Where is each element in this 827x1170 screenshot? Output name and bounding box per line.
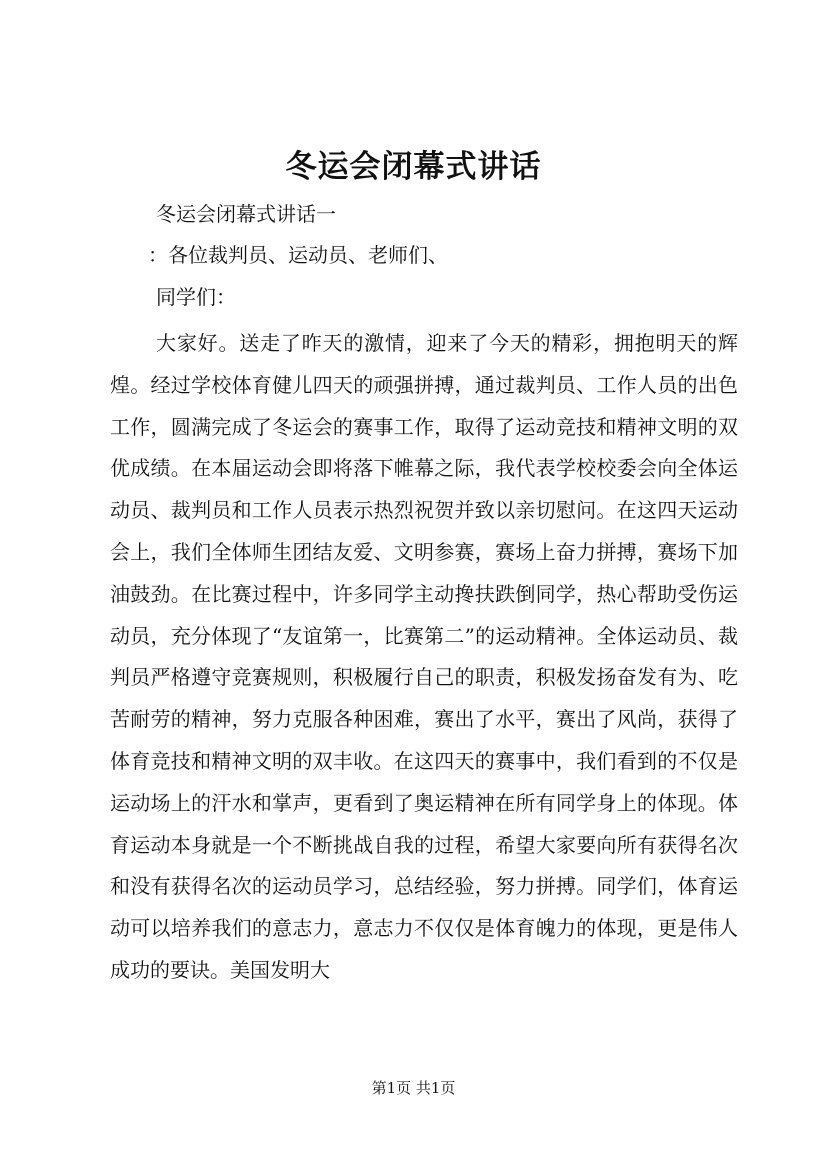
document-title: 冬运会闭幕式讲话 <box>285 149 542 185</box>
body-paragraph: 大家好。送走了昨天的激情，迎来了今天的精彩，拥抱明天的辉煌。经过学校体育健儿四天的顽强拼搏，通过裁判员、工作人员的出色工作，圆满完成了冬运会的赛事工作，取得了运动竞技和精神文明的双优成绩。在本届运动会即将落下帷幕之际，我代表学校校委会向全体运动员、裁判员和工作人员表示热烈祝贺并致以亲切慰问。在这四天运动会上，我们全体师生团结友爱、文明参赛，赛场上奋力拼搏，赛场下加油鼓劲。在比赛过程中，许多同学主动搀扶跌倒同学，热心帮助受伤运动员，充分体现了“友谊第一，比赛第二”的运动精神。全体运动员、裁判员严格遵守竞赛规则，积极履行自己的职责，积极发扬奋发有为、吃苦耐劳的精神，努力克服各种困难，赛出了水平，赛出了风尚，获得了体育竞技和精神文明的双丰收。在这四天的赛事中，我们看到的不仅是运动场上的汗水和掌声，更看到了奥运精神在所有同学身上的体现。体育运动本身就是一个不断挑战自我的过程，希望大家要向所有获得名次和没有获得名次的运动员学习，总结经验，努力拼搏。同学们，体育运动可以培养我们的意志力，意志力不仅仅是体育魄力的体现，更是伟人成功的要诀。美国发明大 <box>110 331 738 982</box>
section-heading: 冬运会闭幕式讲话一 <box>156 202 336 226</box>
salutation-line-1: ：各位裁判员、运动员、老师们、 <box>148 243 448 267</box>
page-footer: 第1页 共1页 <box>371 1079 456 1097</box>
salutation-line-2: 同学们： <box>156 285 236 309</box>
